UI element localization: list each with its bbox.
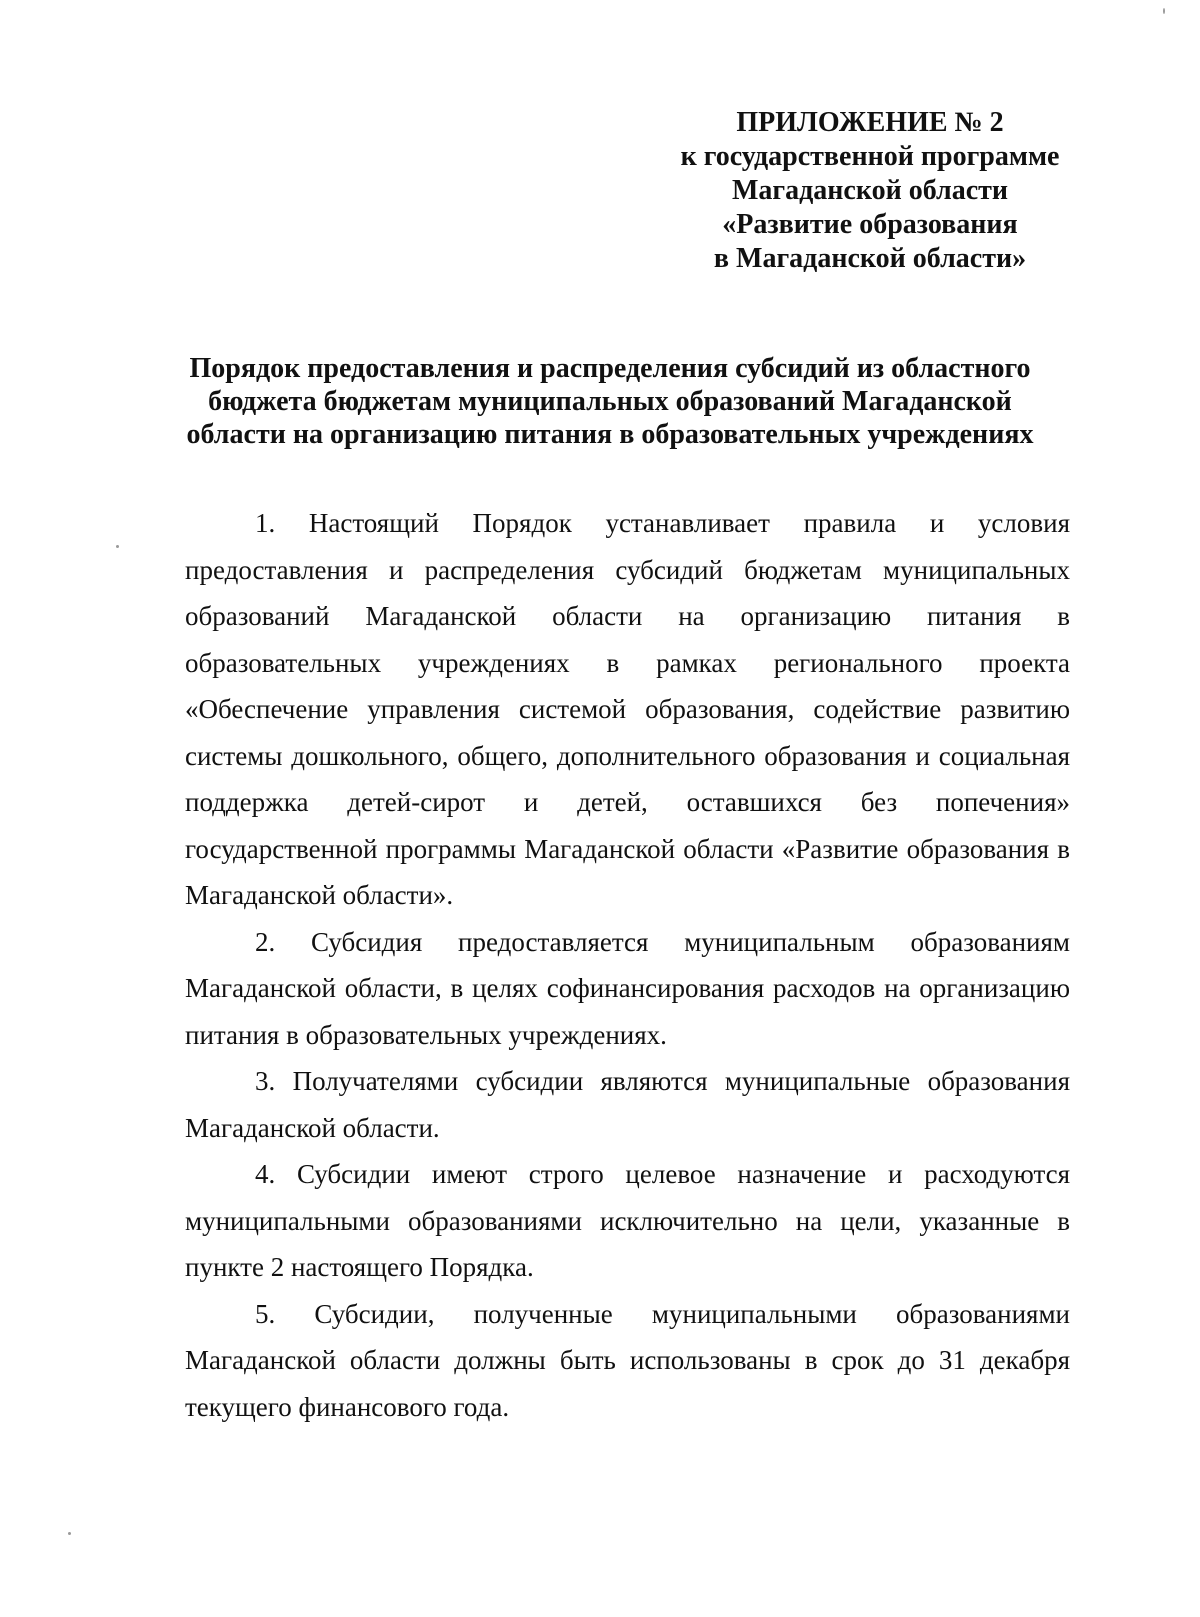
- scan-speck: [68, 1532, 71, 1535]
- appendix-line-2: к государственной программе: [680, 141, 1060, 172]
- appendix-line-5: в Магаданской области»: [713, 243, 1027, 274]
- scan-speck: [116, 545, 119, 548]
- paragraph-5: 5. Субсидии, полученные муниципальными образованиями Магаданской области должны быть использованы в срок до 31 декабря текущего финансового года.: [185, 1298, 1070, 1422]
- document-body: [185, 500, 1070, 1430]
- title-line-3: области на организацию питания в образовательных учреждениях: [186, 419, 1034, 450]
- document-title: [150, 352, 1070, 451]
- paragraph-4: 4. Субсидии имеют строго целевое назначение и расходуются муниципальными образованиями исключительно на цели, указанные в пункте 2 настоящего Порядка.: [185, 1159, 1070, 1282]
- paragraph-3: 3. Получателями субсидии являются муниципальные образования Магаданской области.: [185, 1066, 1070, 1143]
- appendix-heading: [640, 106, 1100, 276]
- appendix-line-4: «Развитие образования: [722, 209, 1018, 240]
- paragraph-2: 2. Субсидия предоставляется муниципальным образованиям Магаданской области, в целях софинансирования расходов на организацию питания в образовательных учреждениях.: [185, 926, 1070, 1050]
- appendix-line-3: Магаданской области: [731, 175, 1009, 206]
- scan-speck: [1163, 8, 1165, 14]
- title-line-1: Порядок предоставления и распределения субсидий из областного: [189, 353, 1031, 384]
- appendix-line-1: ПРИЛОЖЕНИЕ № 2: [736, 107, 1004, 138]
- title-line-2: бюджета бюджетам муниципальных образований Магаданской: [208, 386, 1012, 417]
- paragraph-1: 1. Настоящий Порядок устанавливает правила и условия предоставления и распределения субсидий бюджетам муниципальных образований Магаданской области на организацию питания в образовательных учреждениях в рамках регионального проекта «Обеспечение управления системой образования, содействие развитию системы дошкольного, общего, дополнительного образования и социальная поддержка детей-сирот и детей, оставшихся без попечения» государственной программы Магаданской области «Развитие образования в Магаданской области».: [185, 508, 1070, 910]
